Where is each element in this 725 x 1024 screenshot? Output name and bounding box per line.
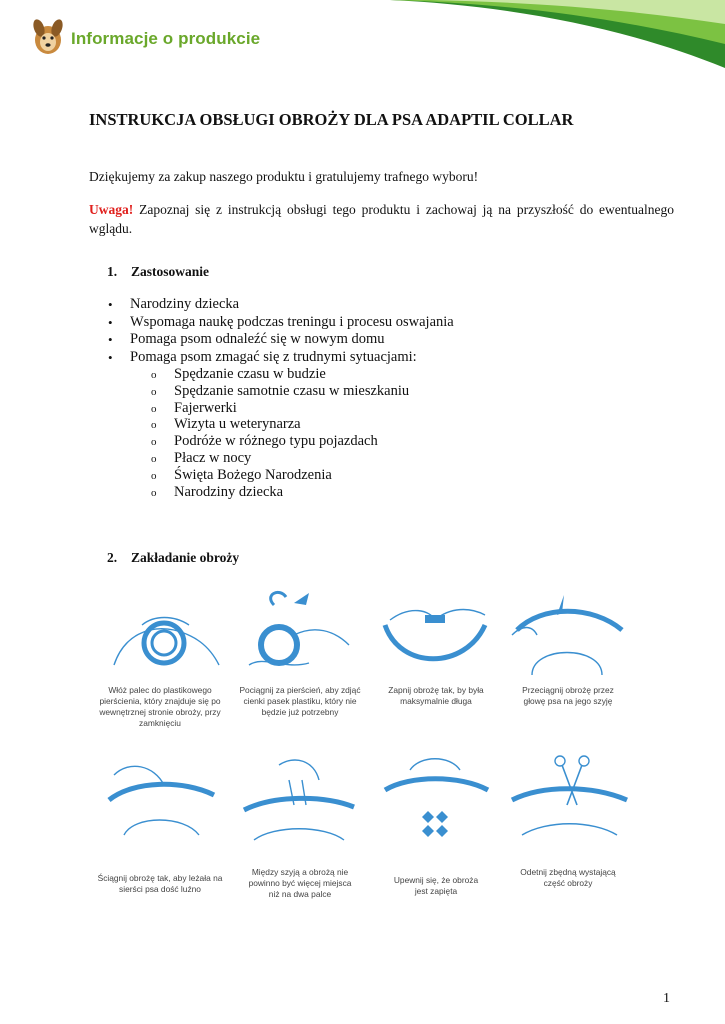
step-caption: Zapnij obrożę tak, by była maksymalnie długa xyxy=(388,685,484,706)
instruction-illustrations-row-2 xyxy=(94,745,634,905)
step-caption: Upewnij się, że obroża jest zapięta xyxy=(393,875,479,896)
buckle-collar-icon xyxy=(370,585,502,685)
instruction-illustrations-row-1 xyxy=(94,585,634,745)
list-item: • Narodziny dziecka xyxy=(106,296,454,314)
section-heading-fitting xyxy=(107,550,239,566)
step-caption: Odetnij zbędną wystającą część obroży xyxy=(520,867,616,888)
step-panel-1 xyxy=(94,585,226,745)
step-panel-3 xyxy=(370,585,502,745)
step-panel-6 xyxy=(234,745,366,905)
section-number: 2. xyxy=(107,550,118,565)
sublist-item: o Spędzanie samotnie czasu w mieszkaniu xyxy=(130,383,454,400)
page-number: 1 xyxy=(663,991,670,1006)
step-panel-2 xyxy=(234,585,366,745)
step-panel-4 xyxy=(502,585,634,745)
sublist-item: o Podróże w różnego typu pojazdach xyxy=(130,433,454,450)
brand-title: Informacje o produkcie xyxy=(71,29,261,48)
sublist-item: o Spędzanie czasu w budzie xyxy=(130,366,454,383)
step-caption: Między szyją a obrożą nie powinno być więcej miejsca niż na dwa palce xyxy=(248,867,352,899)
list-item: • Wspomaga naukę podczas treningu i procesu oswajania xyxy=(106,314,454,332)
list-item xyxy=(106,349,454,501)
hand-ring-icon xyxy=(94,585,226,685)
section-title: Zakładanie obroży xyxy=(131,550,240,565)
section-heading-usage xyxy=(107,264,209,280)
tighten-collar-icon xyxy=(94,745,226,845)
step-caption: Ściągnij obrożę tak, aby leżała na sierści psa dość luźno xyxy=(97,873,223,894)
thanks-paragraph: Dziękujemy za zakup naszego produktu i gratulujemy trafnego wyboru! xyxy=(89,169,479,184)
warning-text: Zapoznaj się z instrukcją obsługi tego produktu i zachowaj ją na przyszłość do ewentualnego wglądu. xyxy=(89,202,675,236)
scissors-cut-icon xyxy=(502,745,634,845)
dog-logo-icon xyxy=(30,16,66,56)
step-panel-5 xyxy=(94,745,226,905)
list-item-label: Pomaga psom zmagać się z trudnymi sytuacjami: xyxy=(130,348,417,365)
sublist-item: o Fajerwerki xyxy=(130,400,454,417)
section-number: 1. xyxy=(107,264,118,279)
step-panel-7 xyxy=(370,745,502,905)
two-fingers-icon xyxy=(234,745,366,845)
sublist-item: o Płacz w nocy xyxy=(130,450,454,467)
situations-sublist xyxy=(130,366,454,500)
pull-ring-icon xyxy=(234,585,366,685)
document-title: INSTRUKCJA OBSŁUGI OBROŻY DLA PSA ADAPTIL COLLAR xyxy=(89,110,574,129)
check-buckle-icon xyxy=(370,745,502,845)
step-panel-8 xyxy=(502,745,634,905)
usage-list xyxy=(106,296,454,500)
sublist-item: o Święta Bożego Narodzenia xyxy=(130,467,454,484)
collar-over-head-icon xyxy=(502,585,634,685)
step-caption: Pociągnij za pierścień, aby zdjąć cienki pasek plastiku, który nie będzie już potrzebny xyxy=(239,685,361,717)
step-caption: Przeciągnij obrożę przez głowę psa na jego szyję xyxy=(522,685,614,706)
section-title: Zastosowanie xyxy=(131,264,210,279)
sublist-item: o Narodziny dziecka xyxy=(130,484,454,501)
list-item: • Pomaga psom odnaleźć się w nowym domu xyxy=(106,331,454,349)
step-caption: Włóż palec do plastikowego pierścienia, który znajduje się po wewnętrznej stronie obroży, przy zamknięciu xyxy=(99,685,221,728)
warning-label: Uwaga! xyxy=(89,202,134,217)
warning-paragraph xyxy=(89,200,674,238)
sublist-item: o Wizyta u weterynarza xyxy=(130,416,454,433)
